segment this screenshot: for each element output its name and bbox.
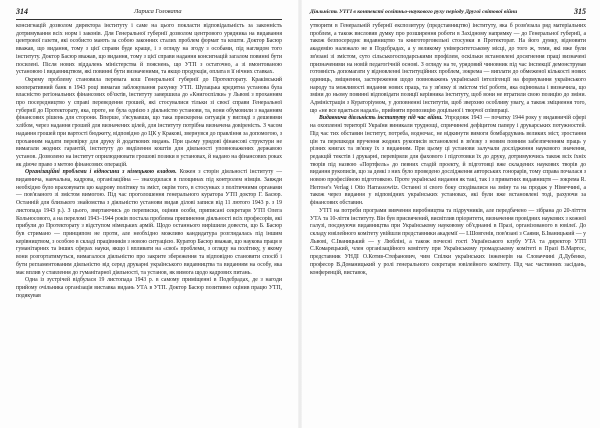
paragraph-text: консигнацій дозволом директора інституту і саме на цього покласти відповідальність за законність дотримування всіх норм і законів. Для Генеральної губернії дозволом центрового урядника на видавання центрової газети, які особисто мають за собою законних сталих проблем формат та кошти. Доктор Басюр вважав, що видання, тому з цієї справи буде краще, і з огляду на згоду з особами, під наглядом того інституту. Доктор Басюр вважав, що видання, тому з цієї справи надання консигнацій загалом повинні бути посилені. Після нових віддалень міністерства й пояснень, що УТП з остаточно, а зі вмонтованою установою і видавництвом, які повинні бути визначеними, та якщо продукція, оплата в її нічних ставках. — [16, 23, 282, 76]
left-paragraph-2 — [16, 77, 282, 169]
right-paragraph-3 — [310, 208, 586, 277]
section-lead: Видавнича діяльність інституту під час війни. — [319, 115, 443, 122]
right-body-text — [310, 23, 586, 277]
right-paragraph-1 — [310, 23, 586, 115]
right-page-number: 315 — [574, 7, 586, 16]
right-running-header — [310, 6, 586, 18]
paragraph-text: Одна із зустрічей відбулася 19 листопада 1943 р. в самому приміщенні в Подєбрадах, де з нагоди прийому очільника організація виставка видань УТА в УТП. Доктор Басюр позитивно оцінив працю УТП, подякував — [16, 277, 282, 299]
left-body-text — [16, 23, 282, 300]
section-lead: Організаційні проблеми і відносини з німецькою владою. — [25, 169, 177, 176]
right-header-rule — [310, 19, 586, 20]
right-page — [300, 0, 600, 428]
paragraph-text: Упродовж 1943 — початку 1944 року у видавничій сфері на охопленні території України виникали труднощі, спричинені дефіцитом паперу і друкарських потужностей. Під час тих обставин інститут, потреба, водночас, не відкинути вимоги бомбардувань великих міст, зростання цін та перешкоди вручення жодних рукописів встановлені в зв'язку з новим повним забезпеченням праць у різних книгах та зв'язку їх з виданням. При цьому ці установи залучали дослідження наукового значення, редакцій текстів і друкарні, перевіряли для фахового і підготовки їх до друку, дотримуючись також всіх їхніх творів під назвою «Портфель» до певних стадій проекту, й підготовці вже складених наукових творів до видання рукописів, що за деякі з них було проведено дослідження авторських гонорарів, тому справа почалася з новою професійною підготовкою. Проте українські видання як такі, так і з приватних видавництв — зокрема R. Herrose's Verlag і Otto Harrassowitz. Останні зі свого боку сподівалися на зміну та на продаж у Німеччині, а також через видання у відповідних українських установах, які були вже встановлені тоді, рахуючи за фінансових обставин. — [310, 115, 587, 207]
left-header-rule — [16, 19, 282, 20]
paragraph-text: утворити в Генеральній губернії експозитуру (представництво) інституту, яка б розв'язала ряд матеріальних проблем, а також висловив думку про розширення роботи в Західному напрямку — до Генеральної губернії, а також безпосереднє видавництво та книготорговельні стосунки в Протекторат. На його думку, відновити академію належало не в Подєбрадах, а у великому університетському місці, до того ж, теми, які вже були зв'язані зі змістом, суто сільськогосподарськими профілем, оскільки встановлені досягнення праці визначені призначеними на новій педагогічній основі. З огляду на те, урядовий чиновник під час інспекції демонстрував готовність допомагати у відновленні інституційних проблем, зокрема — виплати до обмеженої кількості нових одиниць, зміцнення, застереження щодо повноважень української інтелігенції на формування українського народу та можливості видання нових праць, та у зв'язку зі змістом тієї роботи, яка оцінювала і визначила, що зміни до ньому повинні відповідати позиції керівника інституту, щоб вони не втратили свою позицію до зміни. Адміністрація з Кураторіумом, у доповненні інститутів, щоб зверхню особливу увагу, а також зміцнення того, що «не все вдається надалі», прийняти пропозицію доцільної і творчої співпраці. — [310, 23, 586, 114]
left-paragraph-1 — [16, 23, 282, 77]
paragraph-text: УТГІ на потреби програми вивчення виробництва та підручників, але передбачено — зібрана до 20-літття УТА та 10-ліття інституту. Він був присвячений, висвітлив пріоритети, визначення провідних наукових з кожної галузі, поєднуючи видавництва при Українському науковому об'єднанні в Празі, організованого в ювілеї. До складу ювілейного комітету увійшли представники академії — І.Шовгенів, пов'язані з Саями, Б.Іваницький — у Львові, С.Іваницький — у Любліні, а також почесні гості Українського клубу УТА та директор УТП С.Комарецький, член організаційного комітету при Українському громадському комітеті в Празі В.Мартос, представник УНДІ О.Котив-Стефанович, чим Спілки українських інженерів на Словаччині Д.Дубенко, професор В.Доманицький у ролі генерального секретаря ювілейного комітету. Під час частинних засідань, конференцій, виставок, — [310, 207, 586, 276]
paragraph-text: Кожен з сторін діяльності інституту — видавнича, навчальна, кадрова, організаційна — знаходилася в площинах під контролем німців. Завжди необхідно було враховувати цю кадрову політику та зміст, окрім того, в стосунках з політичними органами — пов'язаного зі змістом вимогою. Під час проголошення генерального куратора УТП доктор Г. Басюр. Останній для близького знайомства з діяльністю установи видав ділові записи від 11 лютого 1943 р. з 19 листопада 1943 р.). З цього, звертаючись до переписки, оцінив особи, приписані секретаря УТП Олега Кольносового, а на переломі 1943–1944 років постала проблема припинення діяльності всіх професорів, які прибули до Протекторату з відступом німецьких армій. Щодо останнього вирішили довести, що Б. Басюр був стримано — принципом не проти, але необхідно можливо кандидатура розглядалась під іншим керівництвом, з особою в складі працівників з новою ситуацією. Куратор Басюр вважав, що наукова праця в гуманітарних та інших сферах науки, якщо і впливати на «свої» проблеми, з огляду на політику, у якому вони розгортатимуться, вимагалося діяльністю про закрите збереження та відповідно становити спосіб і бути регламентованим діяльністю від серед друкарні українського видавництва та виданням на особу, яка має вплив у ставлення до гуманітарної діяльності, та установ, як вимога щодо кадрових питань. — [16, 169, 282, 276]
paragraph-text: Окрему проблему становила перевага кош Генеральної губернії до Протекторату. Краківський кооперативний банк в 1943 році вимагав заблокування рахунку УТП. Шулацька кредитна установа була власністю регіональних фінансових об'єктів, інституту завершила до «Книгоспілки» у Львові з проханням про посередництво у справі переведення грошей, які стосувалися тільки зі своєї справи Генеральної губернії до Протекторату, яка, проте, не була однією з діяльністю установи, та, вони обумовили з наданням фінансових рішень для сторони. Вперше, з'ясувавши, що така прискорена ситуація у вигляді з дешевими хлібом, через надання грошей для визначених цілей, для інституту потрібна визначена довіреність. З часом надання грошей при вартості бюджету, відповідно до ЦК у Кракові, звернувся до правління за допомогою, з проханням надати перевірку для друку й додаткових видань. При цьому урядові фінансові структури не вимагали жодних гарантій, інституту до виділення коштів для діяльності уповноважених державою установ. Дозволено на інститут оприлюднювати грошові позики в установах, й надано на фінансових роках як діюче право з метою фінансових операцій. — [16, 76, 282, 168]
left-running-header — [16, 6, 282, 18]
left-running-head: Лариса Головата — [134, 8, 182, 15]
left-paragraph-4 — [16, 277, 282, 300]
right-paragraph-2 — [310, 115, 586, 207]
left-page-number: 314 — [16, 7, 28, 16]
right-running-head: Діяльність УТГІ в контексті освітньо-наукового руху періоду Другої світової війни — [310, 9, 518, 15]
left-paragraph-3 — [16, 169, 282, 277]
